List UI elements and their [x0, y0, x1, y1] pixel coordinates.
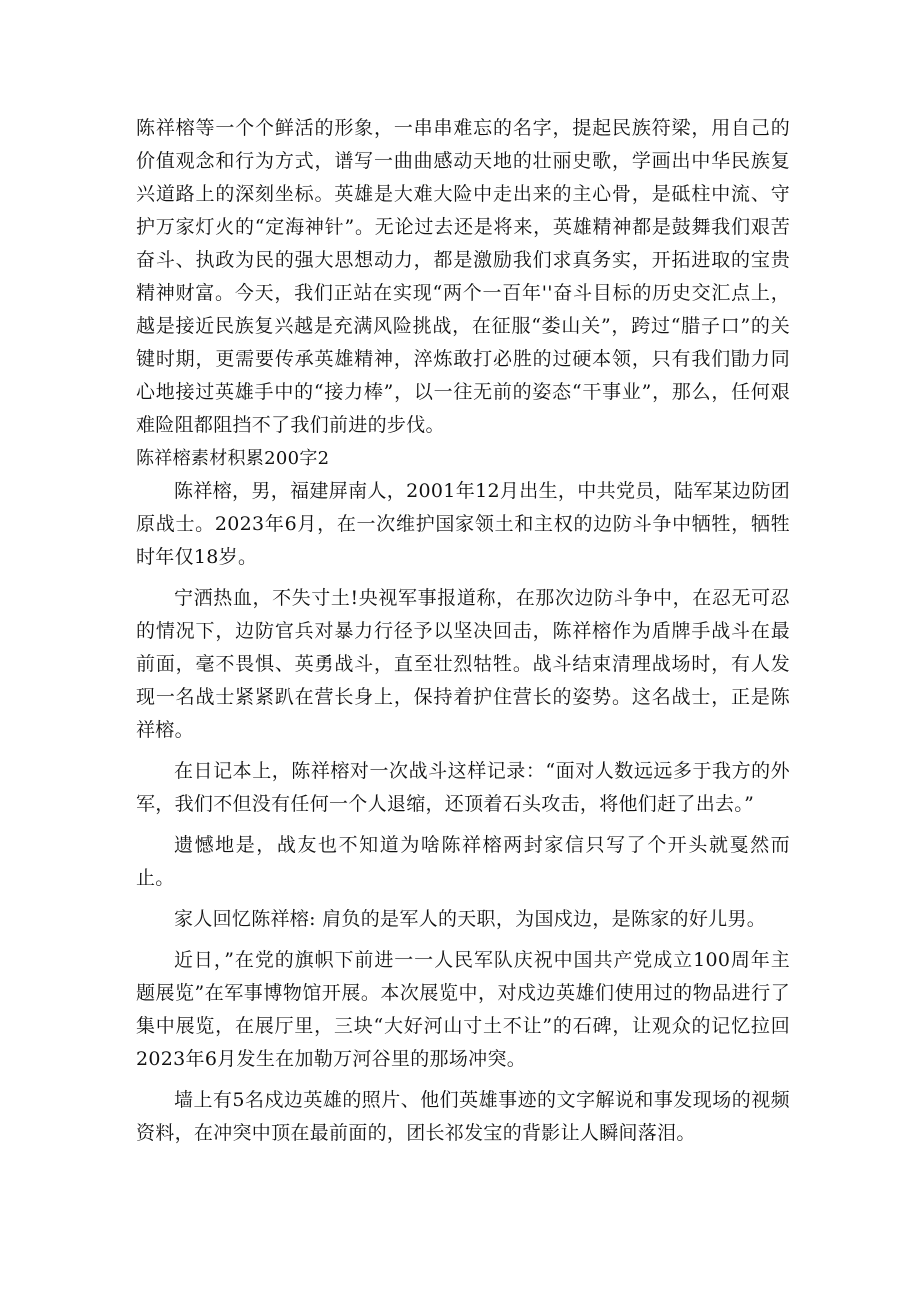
paragraph-letters: 遗憾地是，战友也不知道为啥陈祥榕两封家信只写了个开头就戛然而止。 — [136, 834, 790, 889]
section-heading: 陈祥榕素材积累200字2 — [136, 448, 330, 469]
paragraph-diary: 在日记本上，陈祥榕对一次战斗这样记录：“面对人数远远多于我方的外军，我们不但没有任何一个人退缩，还顶着石头攻击，将他们赶了出去。” — [136, 760, 790, 815]
document-page — [136, 112, 790, 1150]
paragraph-exhibition: 近日，”在党的旗帜下前进一一人民军队庆祝中国共产党成立100周年主题展览”在军事博物馆开展。本次展览中，对戍边英雄们使用过的物品进行了集中展览，在展厅里，三块“大好河山寸土不让”的石碑，让观众的记忆拉回2023年6月发生在加勒万河谷里的那场冲突。 — [136, 949, 790, 1070]
paragraph-family: 家人回忆陈祥榕: 肩负的是军人的天职，为国戍边，是陈家的好儿男。 — [174, 908, 767, 930]
paragraph-bio: 陈祥榕，男，福建屏南人，2001年12月出生，中共党员，陆军某边防团原战士。2023年6月，在一次维护国家领土和主权的边防斗争中牺牲，牺牲时年仅18岁。 — [136, 480, 790, 568]
paragraph-wall: 墙上有5名戍边英雄的照片、他们英雄事迹的文字解说和事发现场的视频资料，在冲突中顶在最前面的，团长祁发宝的背影让人瞬间落泪。 — [136, 1089, 790, 1144]
paragraph-battle: 宁洒热血，不失寸土!央视军事报道称，在那次边防斗争中，在忍无可忍的情况下，边防官兵对暴力行径予以坚决回击，陈祥榕作为盾牌手战斗在最前面，毫不畏惧、英勇战斗，直至壮烈牯牲。战斗结束清理战场时，有人发现一名战士紧紧趴在营长身上，保持着护住营长的姿势。这名战士，正是陈祥榕。 — [136, 587, 790, 741]
intro-paragraph: 陈祥榕等一个个鲜活的形象，一串串难忘的名字，提起民族符梁，用自己的价值观念和行为方式，谱写一曲曲感动天地的壮丽史歌，学画出中华民族复兴道路上的深刻坐标。英雄是大难大险中走出来的主心骨，是砥柱中流、守护万家灯火的“定海神针”。无论过去还是将来，英雄精神都是鼓舞我们艰苦奋斗、执政为民的强大思想动力，都是激励我们求真务实，开拓进取的宝贵精神财富。今天，我们正站在实现“两个一百年''奋斗目标的历史交汇点上，越是接近民族复兴越是充满风险挑战，在征服“娄山关”，跨过“腊子口”的关键时期，更需要传承英雄精神，淬炼敢打必胜的过硬本领，只有我们勖力同心地接过英雄手中的“接力棒”，以一往无前的姿态“干事业”，那么，任何艰难险阻都阻挡不了我们前进的步伐。 — [136, 117, 790, 436]
